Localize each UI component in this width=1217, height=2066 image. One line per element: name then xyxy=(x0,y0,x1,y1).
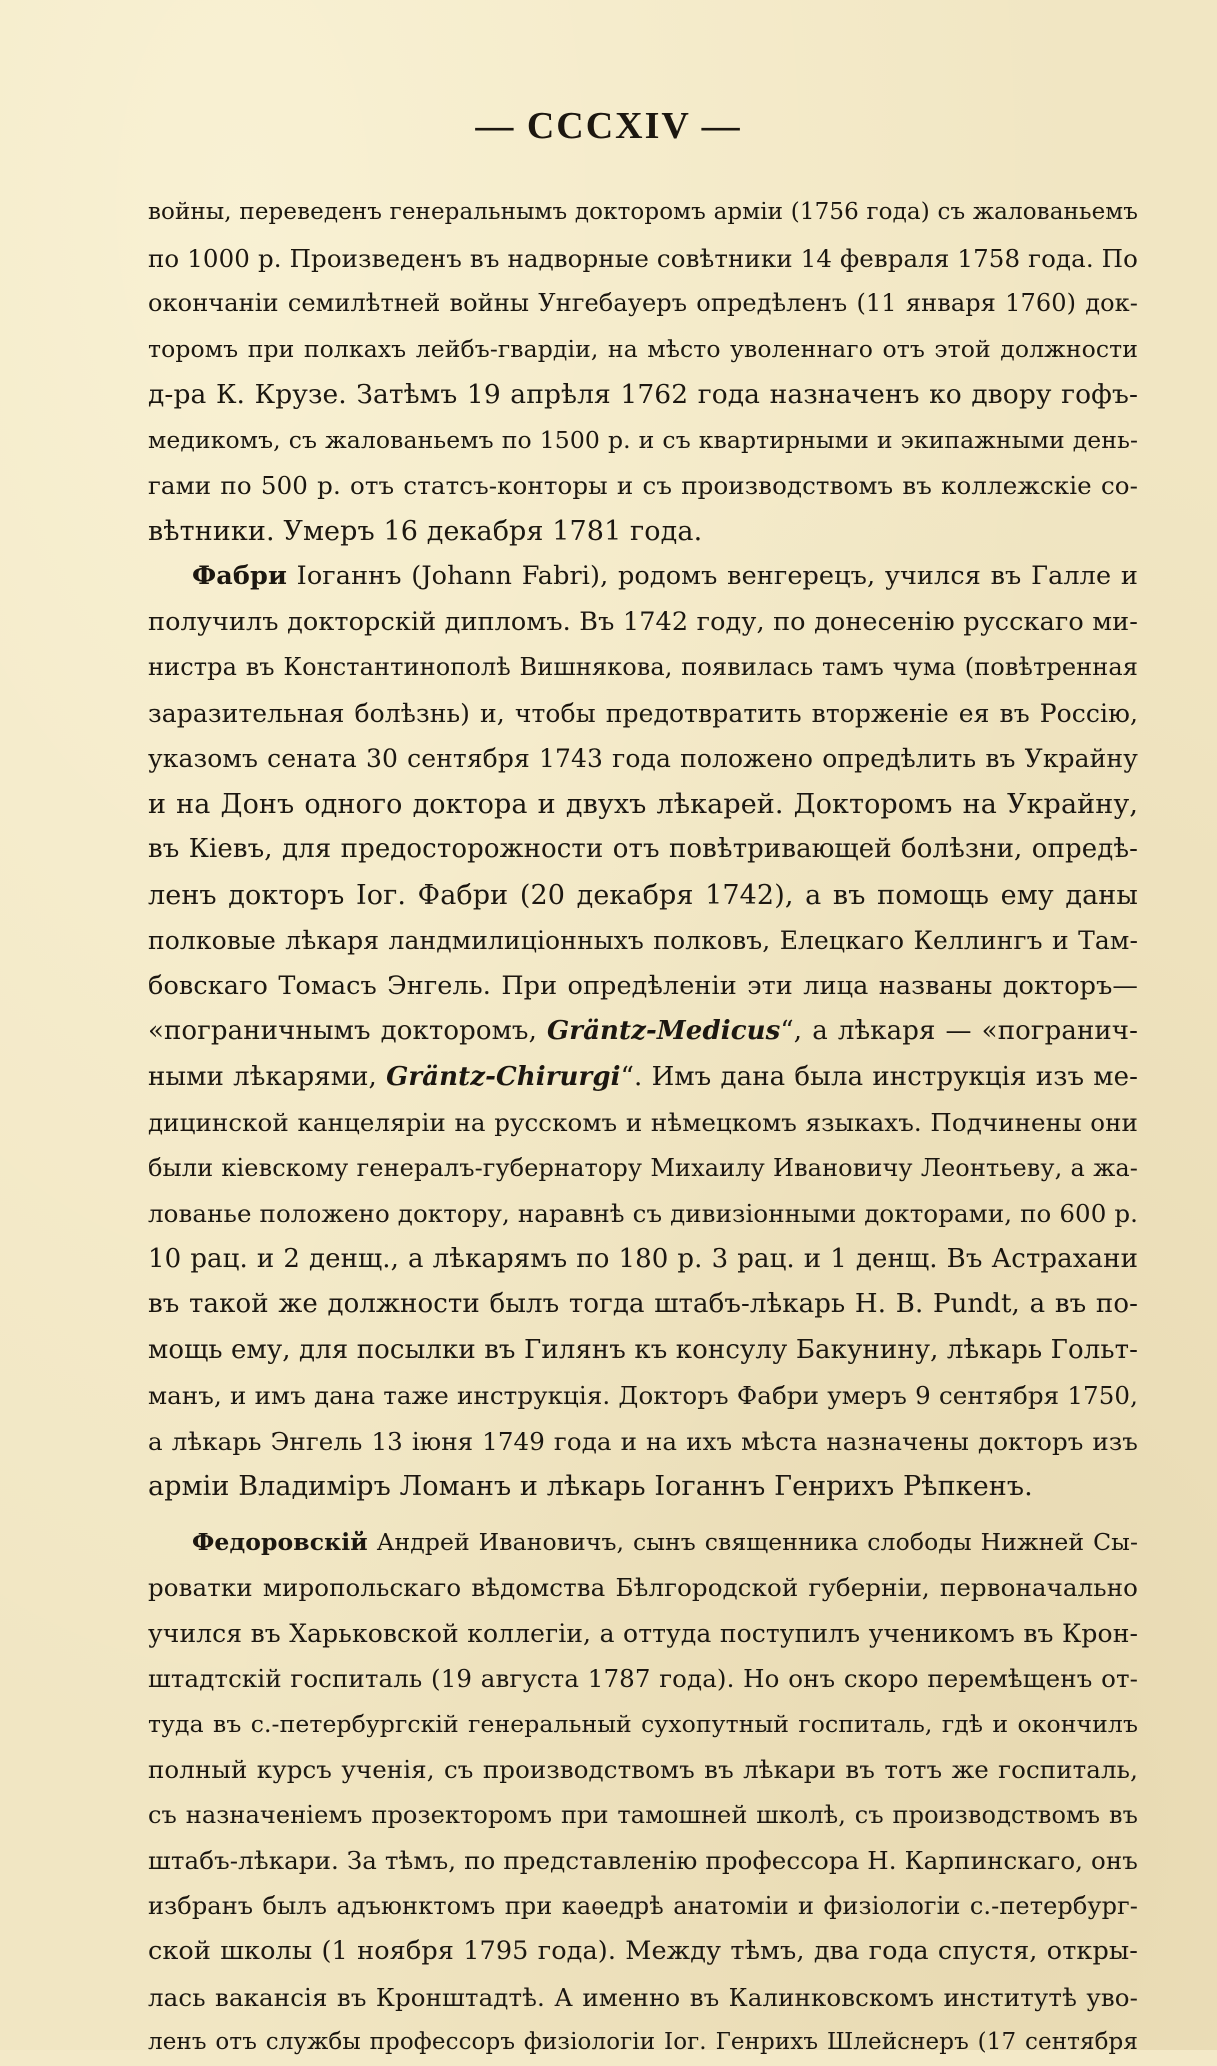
text-line: окончаніи семилѣтней войны Унгебауеръ опредѣленъ (11 января 1760) док- xyxy=(148,289,1138,317)
text-line: получилъ докторскій дипломъ. Въ 1742 году, по донесенію русскаго ми- xyxy=(148,606,1138,637)
text-line: штадтскій госпиталь (19 августа 1787 года). Но онъ скоро перемѣщенъ от- xyxy=(148,1664,1138,1693)
text-run: «пограничнымъ докторомъ, xyxy=(148,1016,547,1046)
text-line xyxy=(148,554,1138,600)
text-line: 10 рац. и 2 денщ., а лѣкарямъ по 180 р. 3 рац. и 1 денщ. Въ Астрахани xyxy=(148,1243,1138,1274)
paragraph-fabri xyxy=(148,554,1138,1510)
text-line: съ назначеніемъ прозекторомъ при тамошней школѣ, съ производствомъ въ xyxy=(148,1800,1138,1829)
text-line: нистра въ Константинополѣ Вишнякова, появилась тамъ чума (повѣтренная xyxy=(148,653,1138,681)
body-text xyxy=(148,190,1138,2066)
paragraph-fedorovsky xyxy=(148,1520,1138,2066)
text-line: медикомъ, съ жалованьемъ по 1500 р. и съ квартирными и экипажными день- xyxy=(148,425,1138,454)
text-run: Андрей Ивановичъ, сынъ священника слободы Нижней Сы- xyxy=(367,1527,1138,1556)
text-line: арміи Владиміръ Ломанъ и лѣкарь Іоганнъ Генрихъ Рѣпкенъ. xyxy=(148,1471,1033,1502)
text-line: торомъ при полкахъ лейбъ-гвардіи, на мѣсто уволеннаго отъ этой должности xyxy=(148,334,1138,363)
text-run: Іоганнъ (Johann Fabri), родомъ венгерецъ, учился въ Галле и xyxy=(286,561,1138,591)
latin-term: Gräntz-Chirurgi xyxy=(386,1061,621,1092)
text-line: мощь ему, для посылки въ Гилянъ къ консулу Бакунину, лѣкарь Гольт- xyxy=(148,1334,1138,1365)
text-line: учился въ Харьковской коллегіи, а оттуда поступилъ ученикомъ въ Крон- xyxy=(148,1618,1138,1648)
text-line: въ такой же должности былъ тогда штабъ-лѣкарь Н. В. Pundt, а въ по- xyxy=(148,1289,1138,1319)
text-run: “, а лѣкаря — «погранич- xyxy=(780,1016,1138,1046)
entry-name: Федоровскій xyxy=(192,1527,368,1556)
text-line: войны, переведенъ генеральнымъ докторомъ арміи (1756 года) съ жалованьемъ xyxy=(148,199,1138,225)
entry-name: Фабри xyxy=(192,561,287,591)
text-line: по 1000 р. Произведенъ въ надворные совѣтники 14 февраля 1758 года. По xyxy=(148,243,1138,273)
text-line: а лѣкарь Энгель 13 іюня 1749 года и на ихъ мѣста назначены докторъ изъ xyxy=(148,1426,1138,1456)
text-line: полковые лѣкаря ландмилиціонныхъ полковъ, Елецкаго Келлингъ и Там- xyxy=(148,926,1138,955)
paragraph-1 xyxy=(148,190,1138,554)
text-line: были кіевскому генералъ-губернатору Михаилу Ивановичу Леонтьеву, а жа- xyxy=(148,1153,1138,1182)
text-line: избранъ былъ адъюнктомъ при каѳедрѣ анатоміи и физіологіи с.-петербург- xyxy=(148,1891,1138,1920)
text-line: ской школы (1 ноября 1795 года). Между тѣмъ, два года спустя, откры- xyxy=(148,1936,1138,1966)
text-line: въ Кіевъ, для предосторожности отъ повѣтривающей болѣзни, опредѣ- xyxy=(148,834,1138,864)
paragraph-gap xyxy=(148,1510,1138,1520)
text-line: туда въ с.-петербургскій генеральный сухопутный госпиталь, гдѣ и окончилъ xyxy=(148,1709,1138,1738)
text-line: манъ, и имъ дана таже инструкція. Докторъ Фабри умеръ 9 сентября 1750, xyxy=(148,1381,1138,1410)
text-run: “. Имъ дана была инструкція изъ ме- xyxy=(620,1061,1139,1092)
text-line: заразительная болѣзнь) и, чтобы предотвратить вторженіе ея въ Россію, xyxy=(148,698,1138,728)
text-line: лованье положено доктору, наравнѣ съ дивизіонными докторами, по 600 р. xyxy=(148,1199,1138,1228)
text-line: ленъ докторъ Іог. Фабри (20 декабря 1742), а въ помощь ему даны xyxy=(148,879,1138,911)
text-run: ными лѣкарями, xyxy=(148,1061,387,1092)
text-line: указомъ сената 30 сентября 1743 года положено опредѣлить въ Украйну xyxy=(148,744,1138,773)
text-line xyxy=(148,1009,1138,1055)
page-number-header: — CCCXIV — xyxy=(475,105,742,147)
text-line: лась вакансія въ Кронштадтѣ. А именно въ Калинковскомъ институтѣ уво- xyxy=(148,1982,1138,2012)
latin-term: Gräntz-Medicus xyxy=(547,1016,781,1046)
text-line: гами по 500 р. отъ статсъ-конторы и съ производствомъ въ коллежскіе со- xyxy=(148,471,1138,500)
text-line: вѣтники. Умеръ 16 декабря 1781 года. xyxy=(148,515,703,547)
text-line: штабъ-лѣкари. За тѣмъ, по представленію профессора Н. Карпинскаго, онъ xyxy=(148,1846,1138,1875)
text-line: ленъ отъ службы профессоръ физіологіи Іог. Генрихъ Шлейснеръ (17 сентября xyxy=(148,2029,1138,2055)
text-line: роватки миропольскаго вѣдомства Бѣлгородской губерніи, первоначально xyxy=(148,1573,1138,1602)
text-line xyxy=(148,1520,1138,1566)
text-line xyxy=(148,1055,1138,1101)
text-line: и на Донъ одного доктора и двухъ лѣкарей. Докторомъ на Украйну, xyxy=(148,788,1138,820)
text-line: полный курсъ ученія, съ производствомъ въ лѣкари въ тотъ же госпиталь, xyxy=(148,1755,1138,1784)
text-line: д-ра К. Крузе. Затѣмъ 19 апрѣля 1762 года назначенъ ко двору гофъ- xyxy=(148,379,1138,410)
text-line: дицинской канцеляріи на русскомъ и нѣмецкомъ языкахъ. Подчинены они xyxy=(148,1108,1138,1137)
text-line: бовскаго Томасъ Энгель. При опредѣленіи эти лица названы докторъ— xyxy=(148,970,1138,1001)
